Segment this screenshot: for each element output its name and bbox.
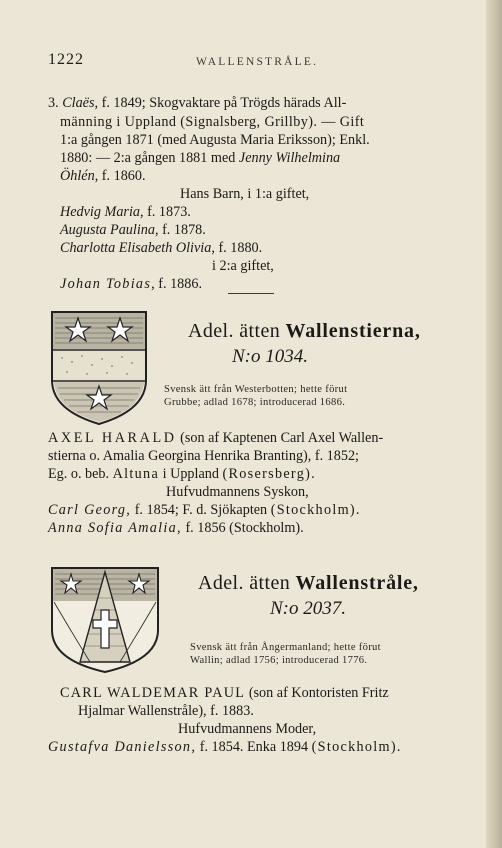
children-heading: Hans Barn, i 1:a giftet, xyxy=(180,186,310,202)
wallenstierna-head-line-1: AXEL HARALD (son af Kaptenen Carl Axel Wallen- xyxy=(48,430,384,446)
wallenstrale-head-line-1: CARL WALDEMAR PAUL (son af Kontoristen Fritz xyxy=(60,685,389,701)
wallenstrale-mother-heading: Hufvudmannens Moder, xyxy=(178,721,317,737)
entry3-line-3: 1:a gången 1871 (med Augusta Maria Eriksson); Enkl. xyxy=(60,132,370,148)
section-divider xyxy=(228,293,274,294)
page-edge-shadow xyxy=(486,0,502,848)
child-1: Hedvig Maria, f. 1873. xyxy=(60,204,191,220)
wallenstrale-number: N:o 2037. xyxy=(270,598,346,619)
entry3-line-2: männing i Uppland (Signalsberg, Grillby). — Gift xyxy=(60,114,365,130)
wallenstierna-origin-line-1: Svensk ätt från Westerbotten; hette förut xyxy=(164,384,348,395)
entry3-line-4: 1880: — 2:a gången 1881 med Jenny Wilhelmina xyxy=(60,150,341,166)
wallenstierna-sibling-2: Anna Sofia Amalia, f. 1856 (Stockholm). xyxy=(48,520,304,536)
page-number: 1222 xyxy=(48,51,84,68)
running-title: WALLENSTRÅLE. xyxy=(196,56,319,68)
wallenstrale-origin-line-1: Svensk ätt från Ångermanland; hette förut xyxy=(190,642,381,653)
wallenstrale-title: Adel. ätten Wallenstråle, xyxy=(198,572,419,594)
wallenstrale-coat-of-arms xyxy=(50,566,160,674)
second-marriage-heading: i 2:a giftet, xyxy=(212,258,274,274)
wallenstrale-mother-line: Gustafva Danielsson, f. 1854. Enka 1894 (Stockholm). xyxy=(48,739,402,755)
wallenstierna-siblings-heading: Hufvudmannens Syskon, xyxy=(166,484,309,500)
entry3-line-1: 3. Claës, f. 1849; Skogvaktare på Trögds härads All- xyxy=(48,95,347,111)
wallenstierna-origin-line-2: Grubbe; adlad 1678; introducerad 1686. xyxy=(164,397,346,408)
wallenstierna-coat-of-arms xyxy=(50,310,148,426)
child-second-marriage: Johan Tobias, f. 1886. xyxy=(60,276,202,292)
child-3: Charlotta Elisabeth Olivia, f. 1880. xyxy=(60,240,263,256)
wallenstierna-sibling-1: Carl Georg, f. 1854; F. d. Sjökapten (Stockholm). xyxy=(48,502,361,518)
entry3-line-5: Öhlén, f. 1860. xyxy=(60,168,146,184)
wallenstrale-origin-line-2: Wallin; adlad 1756; introducerad 1776. xyxy=(190,655,368,666)
wallenstrale-head-line-2: Hjalmar Wallenstråle), f. 1883. xyxy=(78,703,254,719)
child-2: Augusta Paulina, f. 1878. xyxy=(60,222,206,238)
wallenstierna-title: Adel. ätten Wallenstierna, xyxy=(188,320,421,342)
wallenstierna-number: N:o 1034. xyxy=(232,346,308,367)
wallenstierna-head-line-2: stierna o. Amalia Georgina Henrika Branting), f. 1852; xyxy=(48,448,359,464)
wallenstierna-head-line-3: Eg. o. beb. Altuna i Uppland (Rosersberg). xyxy=(48,466,316,482)
